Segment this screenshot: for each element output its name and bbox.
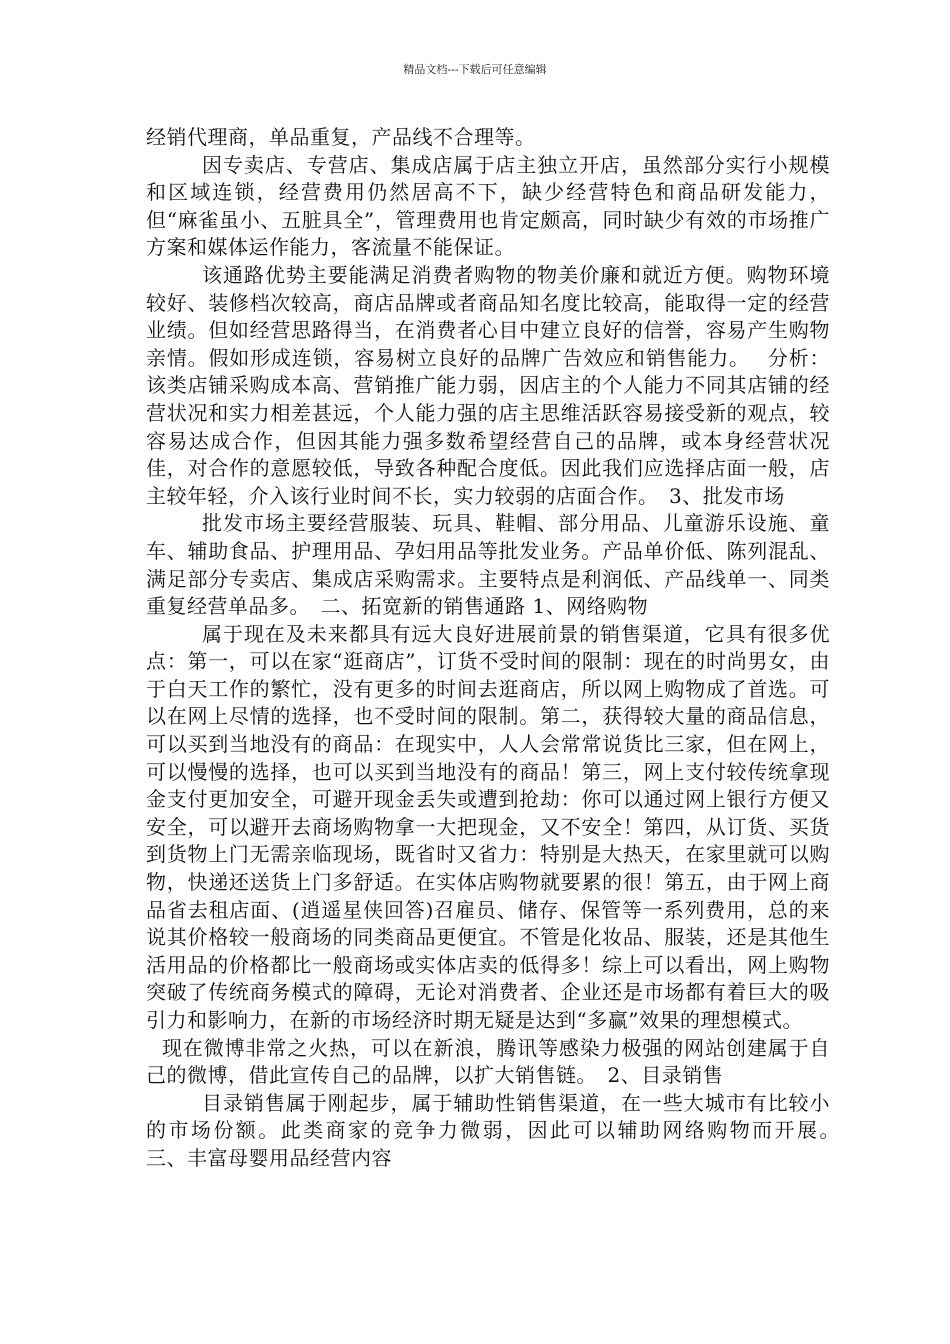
paragraph-channel-advantages: 该通路优势主要能满足消费者购物的物美价廉和就近方便。购物环境较好、装修档次较高，商店品牌或者商品知名度比较高，能取得一定的经营业绩。但如经营思路得当，在消费者心目中建立良好的信誉，容易产生购物亲情。假如形成连锁，容易树立良好的品牌广告效应和销售能力。 分析：该类店铺采购成本高、营销推广能力弱，因店主的个人能力不同其店铺的经营状况和实力相差甚远，个人能力强的店主思维活跃容易接受新的观点，较容易达成合作，但因其能力强多数希望经营自己的品牌，或本身经营状况佳，对合作的意愿较低，导致各种配合度低。因此我们应选择店面一般，店主较年轻，介入该行业时间不长，实力较弱的店面合作。 3、批发市场	[146, 262, 830, 508]
paragraph-catalog-sales: 目录销售属于刚起步，属于辅助性销售渠道，在一些大城市有比较小的市场份额。此类商家的竞争力微弱，因此可以辅助网络购物而开展。 三、丰富母婴用品经营内容	[146, 1090, 851, 1170]
paragraph-weibo: 现在微博非常之火热，可以在新浪，腾讯等感染力极强的网站创建属于自己的微博，借此宣传自己的品牌，以扩大销售链。 2、目录销售	[146, 1035, 830, 1088]
paragraph-continuation: 经销代理商，单品重复，产品线不合理等。	[146, 125, 536, 149]
document-body	[146, 124, 851, 1173]
page-header: 精品文档---下载后可任意编辑	[403, 63, 547, 76]
paragraph-online-shopping: 属于现在及未来都具有远大良好进展前景的销售渠道，它具有很多优点：第一，可以在家“逛商店”，订货不受时间的限制：现在的时尚男女，由于白天工作的繁忙，没有更多的时间去逛商店，所以网上购物成了首选。可以在网上尽情的选择，也不受时间的限制。第二，获得较大量的商品信息，可以买到当地没有的商品：在现实中，人人会常常说货比三家，但在网上，可以慢慢的选择，也可以买到当地没有的商品！第三，网上支付较传统拿现金支付更加安全，可避开现金丢失或遭到抢劫：你可以通过网上银行方便又安全，可以避开去商场购物拿一大把现金，又不安全！第四，从订货、买货到货物上门无需亲临现场，既省时又省力：特别是大热天，在家里就可以购物，快递还送货上门多舒适。在实体店购物就要累的很！第五，由于网上商品省去租店面、(逍遥星侠回答)召雇员、储存、保管等一系列费用，总的来说其价格较一般商场的同类商品更便宜。不管是化妆品、服装，还是其他生活用品的价格都比一般商场或实体店卖的低得多！综上可以看出，网上购物突破了传统商务模式的障碍，无论对消费者、企业还是市场都有着巨大的吸引力和影响力，在新的市场经济时期无疑是达到“多赢”效果的理想模式。	[146, 621, 830, 1032]
paragraph-wholesale-market: 批发市场主要经营服装、玩具、鞋帽、部分用品、儿童游乐设施、童车、辅助食品、护理用品、孕妇用品等批发业务。产品单价低、陈列混乱、满足部分专卖店、集成店采购需求。主要特点是利润低、产品线单一、同类重复经营单品多。 二、拓宽新的销售通路 1、网络购物	[146, 511, 830, 619]
paragraph-specialty-stores: 因专卖店、专营店、集成店属于店主独立开店，虽然部分实行小规模和区域连锁，经营费用仍然居高不下，缺少经营特色和商品研发能力，但“麻雀虽小、五脏具全”，管理费用也肯定颇高，同时缺少有效的市场推广方案和媒体运作能力，客流量不能保证。	[146, 152, 830, 260]
